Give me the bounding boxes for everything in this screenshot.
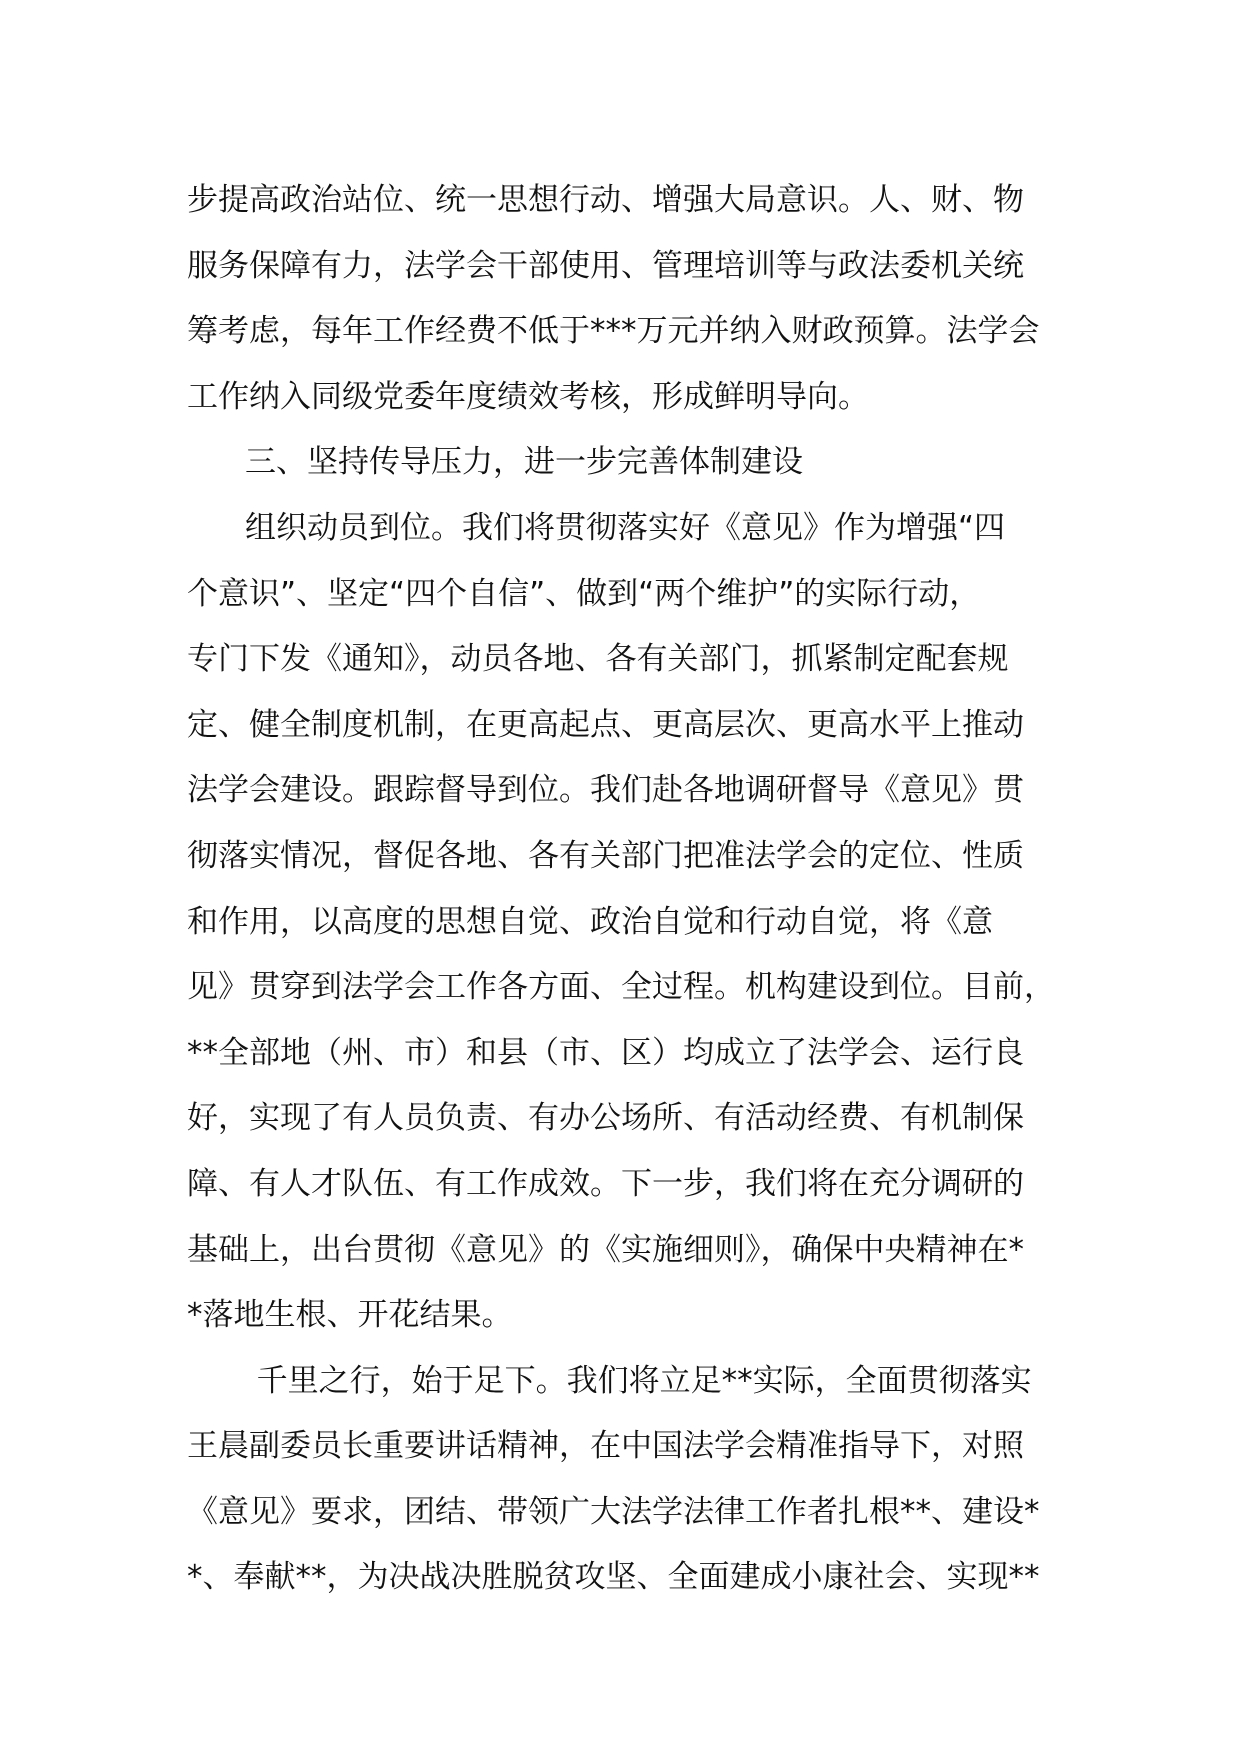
text-line: 服务保障有力，法学会干部使用、管理培训等与政法委机关统 [187, 247, 1024, 284]
text-line: 和作用，以高度的思想自觉、政治自觉和行动自觉，将《意 [187, 903, 993, 940]
text-line: *落地生根、开花结果。 [187, 1297, 513, 1334]
document-body [187, 168, 1087, 1611]
text-line: 筹考虑，每年工作经费不低于***万元并纳入财政预算。法学会 [187, 313, 1040, 350]
text-line: 基础上，出台贯彻《意见》的《实施细则》，确保中央精神在* [187, 1231, 1024, 1268]
text-line: *、奉献**，为决战决胜脱贫攻坚、全面建成小康社会、实现** [187, 1559, 1040, 1596]
text-line: 步提高政治站位、统一思想行动、增强大局意识。人、财、物 [187, 182, 1024, 218]
text-line: 见》贯穿到法学会工作各方面、全过程。机构建设到位。目前， [187, 969, 1055, 1006]
text-line: 个意识”、坚定“四个自信”、做到“两个维护”的实际行动， [187, 575, 981, 612]
text-line: 专门下发《通知》，动员各地、各有关部门，抓紧制定配套规 [187, 641, 1009, 678]
text-line: 好，实现了有人员负责、有办公场所、有活动经费、有机制保 [187, 1100, 1024, 1137]
text-line: 彻落实情况，督促各地、各有关部门把准法学会的定位、性质 [187, 837, 1024, 874]
text-line: 障、有人才队伍、有工作成效。下一步，我们将在充分调研的 [187, 1165, 1024, 1202]
text-line: 三、坚持传导压力，进一步完善体制建设 [245, 444, 803, 481]
text-line: 《意见》要求，团结、带领广大法学法律工作者扎根**、建设* [187, 1493, 1040, 1530]
text-line: 法学会建设。跟踪督导到位。我们赴各地调研督导《意见》贯 [187, 772, 1024, 809]
text-line: **全部地（州、市）和县（市、区）均成立了法学会、运行良 [187, 1034, 1024, 1071]
text-line: 组织动员到位。我们将贯彻落实好《意见》作为增强“四 [245, 509, 1006, 546]
text-line: 王晨副委员长重要讲话精神，在中国法学会精准指导下，对照 [187, 1428, 1024, 1465]
text-line: 定、健全制度机制，在更高起点、更高层次、更高水平上推动 [187, 706, 1024, 743]
text-line: 工作纳入同级党委年度绩效考核，形成鲜明导向。 [187, 378, 869, 415]
text-line: 千里之行，始于足下。我们将立足**实际，全面贯彻落实 [256, 1362, 1032, 1399]
